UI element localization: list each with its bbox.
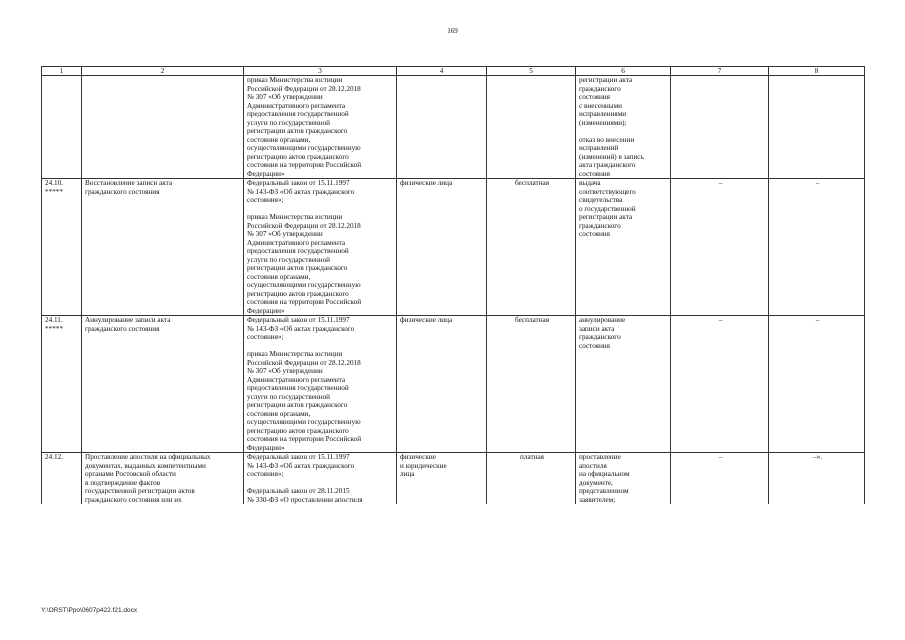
cost-cell: [487, 76, 576, 179]
legal-basis-cell: Федеральный закон от 15.11.1997 № 143-ФЗ «Об актах гражданского состояния»; приказ Министерства юстиции Российской Федерации от 28.12.2018 № 307 «Об утверждении Административного регламента предоставления государственной услуги по государственной регистрации актов гражданского состояния органами, осуществляющими государственную регистрацию актов гражданского состояния на территории Российской Федерации»: [244, 316, 397, 453]
row-number-cell: 24.10. *****: [42, 179, 82, 316]
row-number-cell: 24.12.: [42, 453, 82, 505]
legal-basis-cell: Федеральный закон от 15.11.1997 № 143-ФЗ «Об актах гражданского состояния»; приказ Министерства юстиции Российской Федерации от 28.12.2018 № 307 «Об утверждении Административного регламента предоставления государственной услуги по государственной регистрации актов гражданского состояния органами, осуществляющими государственную регистрацию актов гражданского состояния на территории Российской Федерации»: [244, 179, 397, 316]
column-7-cell: –: [671, 316, 769, 453]
table-row: [42, 76, 865, 179]
service-name-cell: Проставление апостиля на официальных документах, выданных компетентными органами Ростовской области в подтверждение фактов государственной регистрации актов гражданского состояния или их: [82, 453, 244, 505]
column-8-cell: –: [769, 316, 865, 453]
service-name-cell: Аннулирование записи акта гражданского состояния: [82, 316, 244, 453]
service-name-cell: Восстановление записи акта гражданского состояния: [82, 179, 244, 316]
col-header: 1: [42, 67, 82, 76]
column-7-cell: [671, 76, 769, 179]
column-7-cell: –: [671, 453, 769, 505]
column-8-cell: –: [769, 179, 865, 316]
row-number-cell: [42, 76, 82, 179]
col-header: 2: [82, 67, 244, 76]
result-cell: аннулирование записи акта гражданского состояния: [576, 316, 671, 453]
file-path-footer: Y:\ORST\Ppo\0607p422.f21.docx: [41, 607, 138, 614]
col-header: 8: [769, 67, 865, 76]
cost-cell: бесплатная: [487, 179, 576, 316]
services-table: [41, 66, 865, 504]
legal-basis-cell: приказ Министерства юстиции Российской Федерации от 28.12.2018 № 307 «Об утверждении Административного регламента предоставления государственной услуги по государственной регистрации актов гражданского состояния органами, осуществляющими государственную регистрацию актов гражданского состояния на территории Российской Федерации»: [244, 76, 397, 179]
cost-cell: бесплатная: [487, 316, 576, 453]
recipients-cell: физические лица: [397, 316, 487, 453]
table-row: [42, 179, 865, 316]
column-7-cell: –: [671, 179, 769, 316]
row-number-cell: 24.11. *****: [42, 316, 82, 453]
page-number: 169: [447, 27, 458, 35]
column-8-cell: –».: [769, 453, 865, 505]
legal-basis-cell: Федеральный закон от 15.11.1997 № 143-ФЗ «Об актах гражданского состояния»; Федеральный закон от 28.11.2015 № 330-ФЗ «О проставлении апостиля: [244, 453, 397, 505]
col-header: 5: [487, 67, 576, 76]
result-cell: проставление апостиля на официальном документе, представленном заявителем;: [576, 453, 671, 505]
table-row: [42, 453, 865, 505]
table-row: [42, 316, 865, 453]
col-header: 6: [576, 67, 671, 76]
recipients-cell: физические лица: [397, 179, 487, 316]
result-cell: регистрации акта гражданского состояния с внесенными исправлениями (изменениями); отказ во внесении исправлений (изменений) в запись акта гражданского состояния: [576, 76, 671, 179]
cost-cell: платная: [487, 453, 576, 505]
column-8-cell: [769, 76, 865, 179]
service-name-cell: [82, 76, 244, 179]
recipients-cell: физические и юридические лица: [397, 453, 487, 505]
col-header: 4: [397, 67, 487, 76]
col-header: 3: [244, 67, 397, 76]
col-header: 7: [671, 67, 769, 76]
recipients-cell: [397, 76, 487, 179]
result-cell: выдача соответствующего свидетельства о государственной регистрации акта гражданского состояния: [576, 179, 671, 316]
column-number-header-row: [42, 67, 865, 76]
